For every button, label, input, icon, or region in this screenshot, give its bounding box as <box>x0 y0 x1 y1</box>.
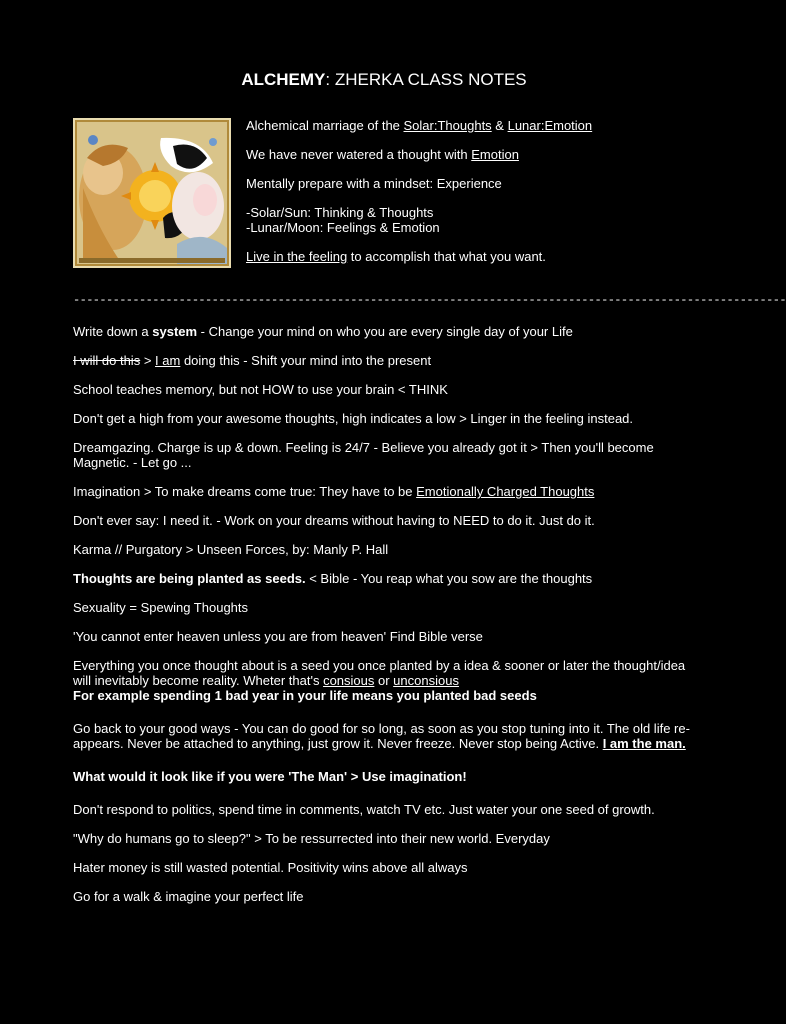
note-9-suffix: < Bible - You reap what you sow are the thoughts <box>305 571 593 586</box>
note-need-it: Don't ever say: I need it. - Work on your dreams without having to NEED to do it. Just do it. <box>73 513 595 528</box>
note-2-suffix: doing this - Shift your mind into the present <box>180 353 432 368</box>
title-bold: ALCHEMY <box>241 70 326 89</box>
intro-line-emotion <box>246 147 696 162</box>
note-2-strikethrough: I will do this <box>73 353 141 368</box>
note-politics: Don't respond to politics, spend time in comments, watch TV etc. Just water your one seed of growth. <box>73 802 655 817</box>
class-notes-list <box>73 324 698 918</box>
solar-thoughts-link[interactable]: Solar:Thoughts <box>403 118 492 133</box>
emotion-link[interactable]: Emotion <box>471 147 519 162</box>
note-school-memory: School teaches memory, but not HOW to use your brain < THINK <box>73 382 448 397</box>
note-i-am <box>73 353 698 368</box>
intro-text <box>246 118 696 278</box>
intro-line2-prefix: We have never watered a thought with <box>246 147 472 162</box>
note-12-prefix: Everything you once thought about is a seed you once planted by a idea & sooner or later the thought/idea will inevitably become reality. Wheter that's <box>73 658 686 688</box>
note-sleep: "Why do humans go to sleep?" > To be ressurrected into their new world. Everyday <box>73 831 550 846</box>
alchemy-artwork-image <box>73 118 231 268</box>
title-rest: : ZHERKA CLASS NOTES <box>325 70 527 89</box>
note-1-bold: system <box>152 324 198 339</box>
note-walk: Go for a walk & imagine your perfect life <box>73 889 304 904</box>
note-heaven: 'You cannot enter heaven unless you are from heaven' Find Bible verse <box>73 629 483 644</box>
live-in-the-feeling-link[interactable]: Live in the feeling <box>246 249 348 264</box>
i-am-the-man-link[interactable]: I am the man. <box>602 736 686 751</box>
note-write-system <box>73 324 698 339</box>
note-12-mid: or <box>374 673 394 688</box>
note-imagination <box>73 484 698 499</box>
intro-line-live-feeling <box>246 249 696 264</box>
i-am-link[interactable]: I am <box>155 353 181 368</box>
note-sexuality: Sexuality = Spewing Thoughts <box>73 600 249 615</box>
section-divider: ------------------------------------------------------------------------------------------------------------ <box>73 293 786 307</box>
note-1-prefix: Write down a <box>73 324 153 339</box>
note-good-ways <box>73 721 698 751</box>
note-karma: Karma // Purgatory > Unseen Forces, by: Manly P. Hall <box>73 542 389 557</box>
note-13-text: Go back to your good ways - You can do good for so long, as soon as you stop tuning into it. The old life re-appears. Never be attached to anything, just grow it. Never freeze. Never stop being Active. <box>73 721 690 751</box>
intro-line1-prefix: Alchemical marriage of the <box>246 118 404 133</box>
intro-line1-mid: & <box>491 118 508 133</box>
note-seed-planted <box>73 658 698 703</box>
note-6-prefix: Imagination > To make dreams come true: They have to be <box>73 484 417 499</box>
lunar-emotion-link[interactable]: Lunar:Emotion <box>507 118 593 133</box>
note-the-man <box>73 769 698 784</box>
solar-sun-line: -Solar/Sun: Thinking & Thoughts <box>246 205 434 220</box>
lunar-moon-line: -Lunar/Moon: Feelings & Emotion <box>246 220 440 235</box>
note-1-suffix: - Change your mind on who you are every single day of your Life <box>197 324 573 339</box>
unconsious-link[interactable]: unconsious <box>393 673 459 688</box>
note-high-low: Don't get a high from your awesome thoughts, high indicates a low > Linger in the feeling instead. <box>73 411 634 426</box>
emotionally-charged-thoughts-link[interactable]: Emotionally Charged Thoughts <box>416 484 595 499</box>
note-9-bold: Thoughts are being planted as seeds. <box>73 571 306 586</box>
note-dreamgazing: Dreamgazing. Charge is up & down. Feeling is 24/7 - Believe you already got it > Then you'll become Magnetic. - Let go ... <box>73 440 654 470</box>
note-12-bold: For example spending 1 bad year in your life means you planted bad seeds <box>73 688 537 703</box>
intro-line-mindset: Mentally prepare with a mindset: Experience <box>246 176 502 191</box>
intro-line-solar-lunar-list <box>246 205 696 235</box>
note-seeds <box>73 571 698 586</box>
note-hater-money: Hater money is still wasted potential. Positivity wins above all always <box>73 860 468 875</box>
note-14-bold: What would it look like if you were 'The Man' > Use imagination! <box>73 769 467 784</box>
intro-line-solar-lunar <box>246 118 696 133</box>
intro-section <box>73 118 693 268</box>
intro-line5-suffix: to accomplish that what you want. <box>347 249 546 264</box>
consious-link[interactable]: consious <box>323 673 375 688</box>
note-2-gt: > <box>140 353 156 368</box>
page-title <box>0 70 768 90</box>
